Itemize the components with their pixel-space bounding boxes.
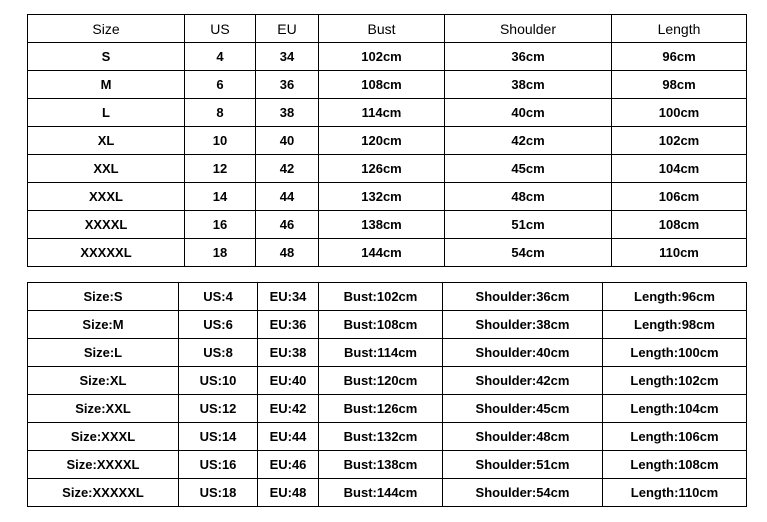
size-cell: Size:XXL bbox=[28, 395, 179, 423]
header-length: Length bbox=[612, 15, 747, 43]
bust-cell: 132cm bbox=[319, 183, 445, 211]
eu-cell: 38 bbox=[256, 99, 319, 127]
bust-cell: Bust:138cm bbox=[319, 451, 443, 479]
us-cell: US:16 bbox=[179, 451, 258, 479]
table-header-row bbox=[28, 15, 747, 43]
us-cell: US:18 bbox=[179, 479, 258, 507]
table-row bbox=[28, 423, 747, 451]
header-size: Size bbox=[28, 15, 185, 43]
eu-cell: EU:34 bbox=[258, 283, 319, 311]
size-cell: XXL bbox=[28, 155, 185, 183]
table-row bbox=[28, 71, 747, 99]
bust-cell: Bust:114cm bbox=[319, 339, 443, 367]
bust-cell: 114cm bbox=[319, 99, 445, 127]
bust-cell: Bust:102cm bbox=[319, 283, 443, 311]
bust-cell: 108cm bbox=[319, 71, 445, 99]
length-cell: 96cm bbox=[612, 43, 747, 71]
us-cell: 8 bbox=[185, 99, 256, 127]
eu-cell: 40 bbox=[256, 127, 319, 155]
table-row bbox=[28, 451, 747, 479]
table-row bbox=[28, 311, 747, 339]
shoulder-cell: Shoulder:48cm bbox=[443, 423, 603, 451]
shoulder-cell: 48cm bbox=[445, 183, 612, 211]
bust-cell: Bust:108cm bbox=[319, 311, 443, 339]
eu-cell: 48 bbox=[256, 239, 319, 267]
us-cell: 14 bbox=[185, 183, 256, 211]
length-cell: 108cm bbox=[612, 211, 747, 239]
bust-cell: 120cm bbox=[319, 127, 445, 155]
size-cell: XXXXL bbox=[28, 211, 185, 239]
header-us: US bbox=[185, 15, 256, 43]
table-row bbox=[28, 283, 747, 311]
table-row bbox=[28, 479, 747, 507]
length-cell: Length:104cm bbox=[603, 395, 747, 423]
size-cell: Size:XXXXL bbox=[28, 451, 179, 479]
header-eu: EU bbox=[256, 15, 319, 43]
size-cell: Size:XXXL bbox=[28, 423, 179, 451]
table-row bbox=[28, 99, 747, 127]
length-cell: Length:108cm bbox=[603, 451, 747, 479]
length-cell: 106cm bbox=[612, 183, 747, 211]
length-cell: Length:98cm bbox=[603, 311, 747, 339]
size-cell: Size:L bbox=[28, 339, 179, 367]
size-cell: XXXXXL bbox=[28, 239, 185, 267]
eu-cell: EU:46 bbox=[258, 451, 319, 479]
shoulder-cell: Shoulder:40cm bbox=[443, 339, 603, 367]
shoulder-cell: 42cm bbox=[445, 127, 612, 155]
us-cell: US:12 bbox=[179, 395, 258, 423]
shoulder-cell: Shoulder:42cm bbox=[443, 367, 603, 395]
shoulder-cell: 40cm bbox=[445, 99, 612, 127]
us-cell: 4 bbox=[185, 43, 256, 71]
shoulder-cell: 45cm bbox=[445, 155, 612, 183]
size-cell: S bbox=[28, 43, 185, 71]
bust-cell: Bust:132cm bbox=[319, 423, 443, 451]
eu-cell: EU:38 bbox=[258, 339, 319, 367]
shoulder-cell: Shoulder:54cm bbox=[443, 479, 603, 507]
shoulder-cell: 54cm bbox=[445, 239, 612, 267]
table-row bbox=[28, 339, 747, 367]
table-row bbox=[28, 239, 747, 267]
us-cell: US:4 bbox=[179, 283, 258, 311]
us-cell: 16 bbox=[185, 211, 256, 239]
length-cell: Length:96cm bbox=[603, 283, 747, 311]
us-cell: US:8 bbox=[179, 339, 258, 367]
length-cell: Length:100cm bbox=[603, 339, 747, 367]
table-row bbox=[28, 211, 747, 239]
eu-cell: 42 bbox=[256, 155, 319, 183]
eu-cell: 46 bbox=[256, 211, 319, 239]
length-cell: 104cm bbox=[612, 155, 747, 183]
shoulder-cell: Shoulder:45cm bbox=[443, 395, 603, 423]
us-cell: US:6 bbox=[179, 311, 258, 339]
bust-cell: 102cm bbox=[319, 43, 445, 71]
table-row bbox=[28, 155, 747, 183]
length-cell: Length:102cm bbox=[603, 367, 747, 395]
bust-cell: Bust:144cm bbox=[319, 479, 443, 507]
size-cell: Size:M bbox=[28, 311, 179, 339]
eu-cell: EU:40 bbox=[258, 367, 319, 395]
bust-cell: 144cm bbox=[319, 239, 445, 267]
size-cell: Size:S bbox=[28, 283, 179, 311]
length-cell: 102cm bbox=[612, 127, 747, 155]
length-cell: 98cm bbox=[612, 71, 747, 99]
size-chart-labeled-body bbox=[28, 283, 747, 507]
header-bust: Bust bbox=[319, 15, 445, 43]
table-row bbox=[28, 395, 747, 423]
shoulder-cell: 38cm bbox=[445, 71, 612, 99]
us-cell: US:14 bbox=[179, 423, 258, 451]
header-shoulder: Shoulder bbox=[445, 15, 612, 43]
us-cell: US:10 bbox=[179, 367, 258, 395]
shoulder-cell: Shoulder:51cm bbox=[443, 451, 603, 479]
table-row bbox=[28, 367, 747, 395]
table-row bbox=[28, 183, 747, 211]
size-chart-labeled-table bbox=[27, 282, 747, 507]
shoulder-cell: 36cm bbox=[445, 43, 612, 71]
size-cell: M bbox=[28, 71, 185, 99]
size-cell: XL bbox=[28, 127, 185, 155]
size-chart-table bbox=[27, 14, 747, 267]
eu-cell: EU:44 bbox=[258, 423, 319, 451]
size-chart-body bbox=[28, 43, 747, 267]
bust-cell: 138cm bbox=[319, 211, 445, 239]
eu-cell: EU:48 bbox=[258, 479, 319, 507]
eu-cell: EU:36 bbox=[258, 311, 319, 339]
us-cell: 10 bbox=[185, 127, 256, 155]
shoulder-cell: 51cm bbox=[445, 211, 612, 239]
size-cell: Size:XXXXXL bbox=[28, 479, 179, 507]
bust-cell: Bust:120cm bbox=[319, 367, 443, 395]
us-cell: 6 bbox=[185, 71, 256, 99]
table-row bbox=[28, 43, 747, 71]
length-cell: 100cm bbox=[612, 99, 747, 127]
eu-cell: 36 bbox=[256, 71, 319, 99]
table-row bbox=[28, 127, 747, 155]
bust-cell: Bust:126cm bbox=[319, 395, 443, 423]
us-cell: 12 bbox=[185, 155, 256, 183]
size-cell: Size:XL bbox=[28, 367, 179, 395]
eu-cell: 44 bbox=[256, 183, 319, 211]
bust-cell: 126cm bbox=[319, 155, 445, 183]
length-cell: 110cm bbox=[612, 239, 747, 267]
size-cell: XXXL bbox=[28, 183, 185, 211]
length-cell: Length:110cm bbox=[603, 479, 747, 507]
eu-cell: 34 bbox=[256, 43, 319, 71]
size-cell: L bbox=[28, 99, 185, 127]
shoulder-cell: Shoulder:36cm bbox=[443, 283, 603, 311]
shoulder-cell: Shoulder:38cm bbox=[443, 311, 603, 339]
eu-cell: EU:42 bbox=[258, 395, 319, 423]
length-cell: Length:106cm bbox=[603, 423, 747, 451]
us-cell: 18 bbox=[185, 239, 256, 267]
